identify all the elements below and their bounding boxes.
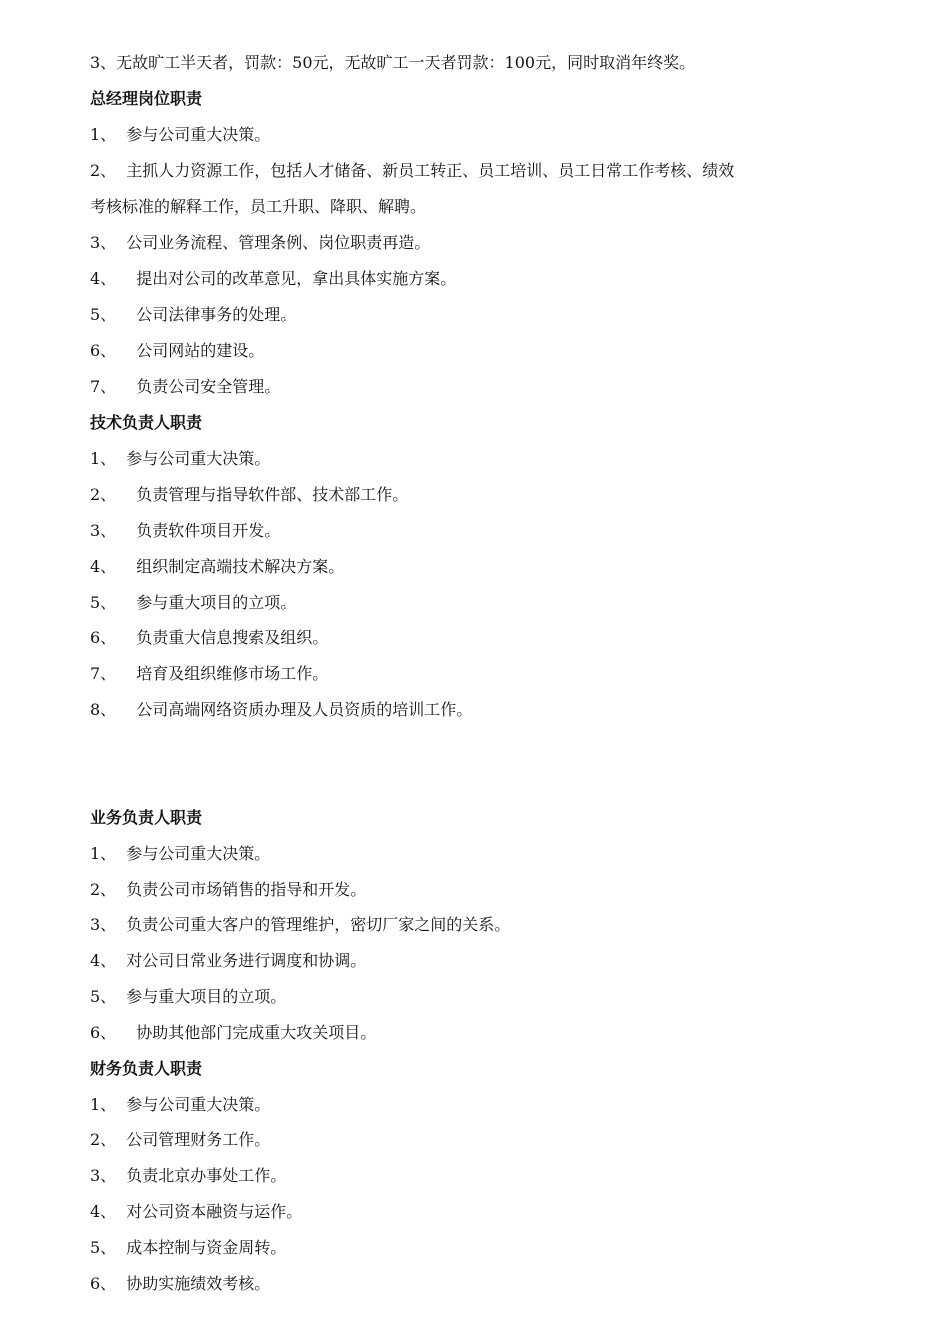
tech-item-1: 1、 参与公司重大决策。: [90, 449, 271, 468]
gm-item-4: 4、 提出对公司的改革意见，拿出具体实施方案。: [90, 269, 457, 288]
section-heading-tech: 技术负责人职责: [90, 413, 203, 432]
tech-item-2: 2、 负责管理与指导软件部、技术部工作。: [90, 485, 409, 504]
gm-item-7: 7、 负责公司安全管理。: [90, 377, 281, 396]
gm-item-3: 3、 公司业务流程、管理条例、岗位职责再造。: [90, 233, 431, 252]
fin-item-6: 6、 协助实施绩效考核。: [90, 1274, 271, 1293]
biz-item-2: 2、 负责公司市场销售的指导和开发。: [90, 880, 367, 899]
intro-text: 3、无故旷工半天者，罚款：50元，无故旷工一天者罚款：100元，同时取消年终奖。: [90, 53, 696, 72]
tech-item-3: 3、 负责软件项目开发。: [90, 521, 281, 540]
fin-item-3: 3、 负责北京办事处工作。: [90, 1166, 287, 1185]
biz-item-1: 1、 参与公司重大决策。: [90, 844, 271, 863]
fin-item-2: 2、 公司管理财务工作。: [90, 1130, 271, 1149]
tech-item-6: 6、 负责重大信息搜索及组织。: [90, 628, 329, 647]
tech-item-8: 8、 公司高端网络资质办理及人员资质的培训工作。: [90, 700, 473, 719]
gm-item-2-continuation: 考核标准的解释工作，员工升职、降职、解聘。: [90, 197, 427, 216]
section-heading-gm: 总经理岗位职责: [90, 89, 203, 108]
biz-item-5: 5、 参与重大项目的立项。: [90, 987, 287, 1006]
gm-item-1: 1、 参与公司重大决策。: [90, 125, 271, 144]
gm-item-2: 2、 主抓人力资源工作，包括人才储备、新员工转正、员工培训、员工日常工作考核、绩效: [90, 161, 735, 180]
tech-item-4: 4、 组织制定高端技术解决方案。: [90, 557, 345, 576]
biz-item-3: 3、 负责公司重大客户的管理维护，密切厂家之间的关系。: [90, 915, 511, 934]
biz-item-6: 6、 协助其他部门完成重大攻关项目。: [90, 1023, 377, 1042]
section-heading-biz: 业务负责人职责: [90, 808, 203, 827]
tech-item-7: 7、 培育及组织维修市场工作。: [90, 664, 329, 683]
fin-item-4: 4、 对公司资本融资与运作。: [90, 1202, 303, 1221]
gm-item-5: 5、 公司法律事务的处理。: [90, 305, 297, 324]
section-heading-fin: 财务负责人职责: [90, 1059, 203, 1078]
gm-item-6: 6、 公司网站的建设。: [90, 341, 265, 360]
fin-item-1: 1、 参与公司重大决策。: [90, 1095, 271, 1114]
tech-item-5: 5、 参与重大项目的立项。: [90, 593, 297, 612]
fin-item-5: 5、 成本控制与资金周转。: [90, 1238, 287, 1257]
biz-item-4: 4、 对公司日常业务进行调度和协调。: [90, 951, 367, 970]
intro-paragraph: [90, 53, 695, 73]
